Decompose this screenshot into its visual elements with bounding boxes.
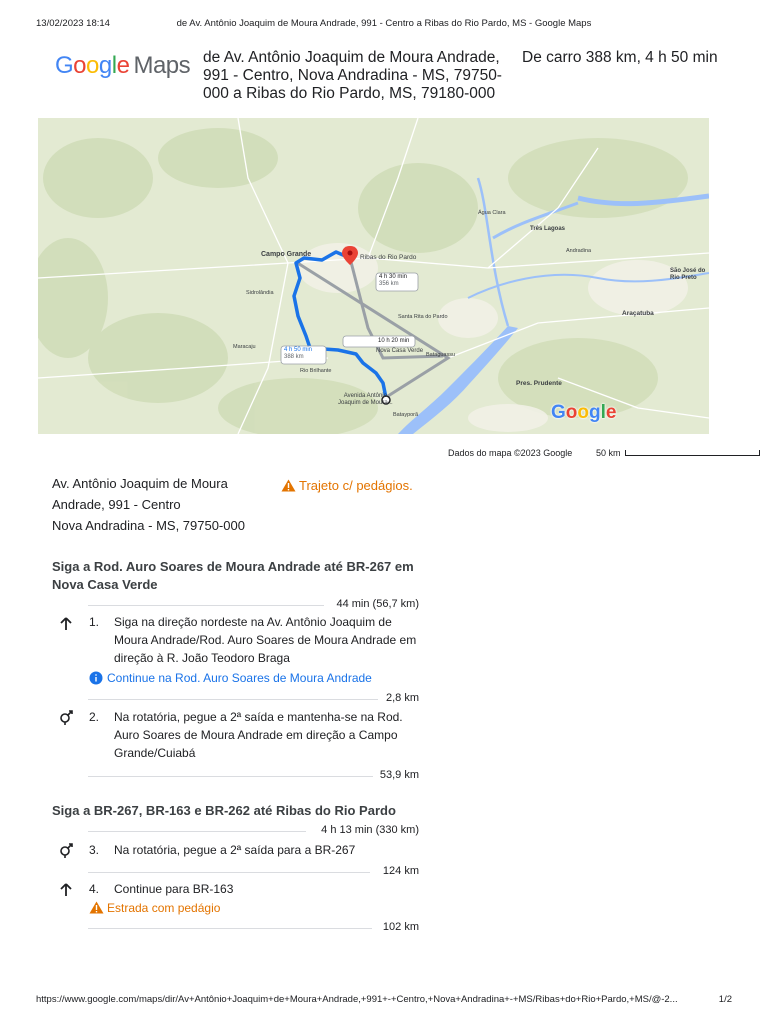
roundabout-icon (58, 709, 74, 725)
arrow-up-icon (58, 616, 74, 632)
step-4-note (89, 901, 220, 915)
step-2-distance: 53,9 km (379, 769, 419, 781)
route-badge-main-time: 4 h 50 min (284, 347, 313, 353)
step-2-divider (88, 776, 373, 777)
map-label-nova-casa-verde: Nova Casa Verde (376, 348, 424, 354)
print-title: de Av. Antônio Joaquim de Moura Andrade, 991 - Centro a Ribas do Rio Pardo, MS - Google Maps (176, 18, 592, 29)
map-attribution: Dados do mapa ©2023 Google (448, 448, 573, 458)
step-4-number: 4. (89, 882, 100, 896)
map-scale-bar (625, 450, 760, 456)
print-page-number: 1/2 (718, 994, 732, 1005)
info-icon (89, 671, 103, 685)
map-label-agua-clara: Água Clara (478, 210, 506, 216)
route-badge-alt1-time: 4 h 30 min (379, 274, 408, 280)
map-label-pres-prudente: Pres. Prudente (516, 380, 562, 387)
route-title: de Av. Antônio Joaquim de Moura Andrade, 991 - Centro, Nova Andradina - MS, 79750-000 a Ribas do Rio Pardo, MS, 79180-000 (203, 49, 502, 102)
step-1-text: Siga na direção nordeste na Av. Antônio Joaquim de Moura Andrade/Rod. Auro Soares de Moura Andrade em direção à R. João Teodoro Braga (114, 615, 417, 665)
section-1-divider (88, 605, 324, 606)
origin-line-1: Av. Antônio Joaquim de Moura (52, 476, 228, 491)
step-1-distance: 2,8 km (385, 692, 419, 704)
map-label-bataypora: Batayporã (393, 412, 419, 418)
logo-google-text: Google (55, 52, 130, 79)
step-3-distance: 124 km (382, 865, 419, 877)
roundabout-icon (58, 842, 74, 858)
step-4-text: Continue para BR-163 (114, 882, 234, 896)
route-badge-alt2[interactable]: 10 h 20 min (378, 338, 410, 344)
map-label-bataguassu: Bataguassu (426, 352, 456, 358)
step-4-divider (88, 928, 372, 929)
step-4-note-text: Estrada com pedágio (107, 901, 221, 915)
step-1-divider (88, 699, 378, 700)
origin-line-3: Nova Andradina - MS, 79750-000 (52, 518, 245, 533)
map-label-maracaju: Maracaju (233, 344, 256, 350)
section-1-duration: 44 min (56,7 km) (336, 598, 419, 610)
section-2-divider (88, 831, 306, 832)
map-label-sidrolandia: Sidrolândia (246, 290, 274, 296)
map-label-aracatuba: Araçatuba (622, 310, 654, 317)
map-label-destination-2: Joaquim de Moura... (338, 400, 393, 406)
warning-icon (281, 479, 296, 492)
map-google-watermark: Google (551, 402, 617, 423)
origin-line-2: Andrade, 991 - Centro (52, 497, 181, 512)
map-label-andradina: Andradina (566, 248, 592, 254)
map-scale-label: 50 km (596, 448, 621, 458)
print-datetime: 13/02/2023 18:14 (36, 18, 110, 29)
step-1-number: 1. (89, 615, 100, 629)
section-2-title: Siga a BR-267, BR-163 e BR-262 até Ribas do Rio Pardo (52, 803, 396, 818)
toll-notice-text: Trajeto c/ pedágios. (299, 478, 413, 493)
route-badge-alt1[interactable] (379, 274, 407, 288)
arrow-up-icon (58, 882, 74, 898)
map-label-santa-rita: Santa Rita do Pardo (398, 314, 448, 320)
step-3-number: 3. (89, 843, 100, 857)
map-label-destination-1: Avenida Antônio (343, 393, 387, 399)
google-maps-logo[interactable] (55, 52, 190, 80)
section-2-duration: 4 h 13 min (330 km) (321, 824, 419, 836)
map-label-campo-grande: Campo Grande (261, 251, 312, 258)
map-label-rio-brilhante: Rio Brilhante (300, 368, 332, 374)
map-footer (448, 448, 621, 458)
step-1-note-text: Continue na Rod. Auro Soares de Moura Andrade (107, 671, 372, 685)
step-2-text: Na rotatória, pegue a 2ª saída e mantenha-se na Rod. Auro Soares de Moura Andrade em direção a Campo Grande/Cuiabá (114, 710, 403, 760)
route-badge-alt1-distance: 356 km (379, 281, 399, 287)
map-label-sao-jose: São José do Rio Preto (670, 268, 706, 281)
step-2-number: 2. (89, 710, 100, 724)
map-label-ribas: Ribas do Rio Pardo (360, 254, 417, 261)
warning-icon (89, 901, 104, 914)
route-badge-main-distance: 388 km (284, 354, 304, 360)
section-1-title: Siga a Rod. Auro Soares de Moura Andrade até BR-267 em Nova Casa Verde (52, 559, 414, 592)
origin-address (52, 473, 272, 536)
step-3-divider (88, 872, 370, 873)
step-4-distance: 102 km (382, 921, 419, 933)
step-3-text: Na rotatória, pegue a 2ª saída para a BR-267 (114, 843, 356, 857)
route-badge-main[interactable] (284, 347, 312, 361)
map-label-destination (338, 393, 393, 407)
logo-maps-text: Maps (133, 52, 191, 79)
route-map-canvas (38, 118, 709, 434)
map-label-tres-lagoas: Três Lagoas (530, 226, 566, 232)
route-summary: De carro 388 km, 4 h 50 min (522, 49, 718, 66)
route-map[interactable] (38, 118, 709, 434)
step-1-note[interactable] (89, 671, 372, 685)
print-url[interactable]: https://www.google.com/maps/dir/Av+Antônio+Joaquim+de+Moura+Andrade,+991+-+Centro,+Nova+Andradina+-+MS/Ribas+do+Rio+Pardo,+MS/@-2... (36, 994, 678, 1005)
toll-notice (281, 478, 413, 493)
